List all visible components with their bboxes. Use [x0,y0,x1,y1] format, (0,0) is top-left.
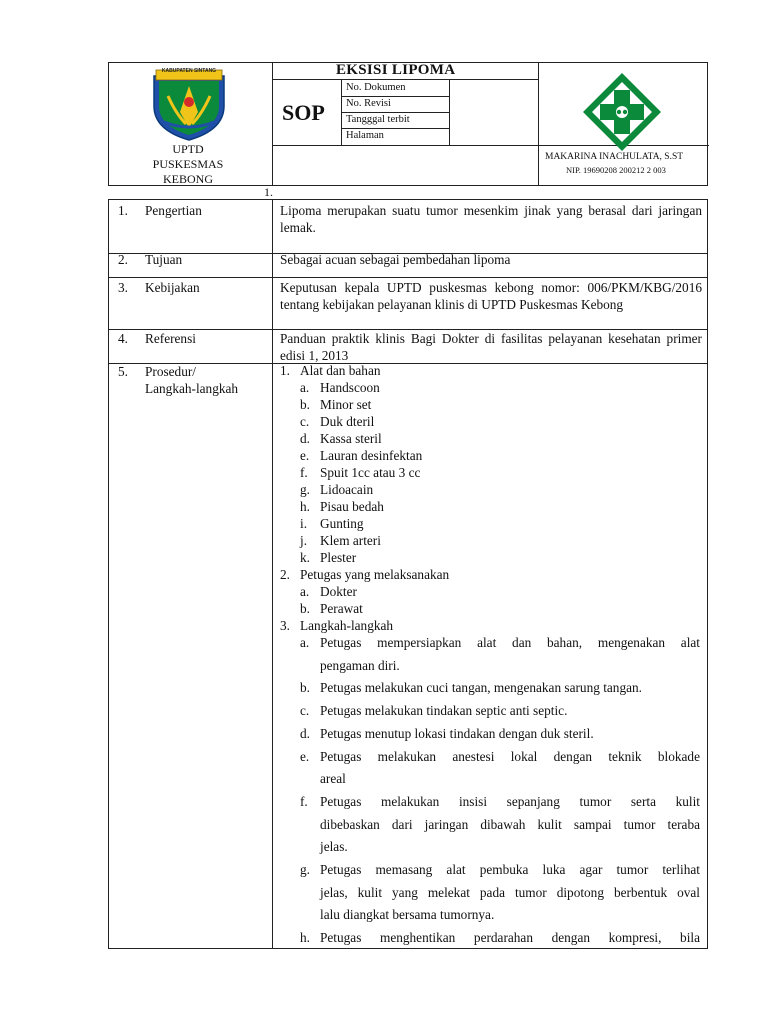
row-text-kebijakan: Keputusan kepala UPTD puskesmas kebong nomor: 006/PKM/KBG/2016 tentang kebijakan pelayanan klinis di UPTD Puskesmas Kebong [280,280,702,312]
alat-item-marker: h. [300,499,310,514]
stray-marker: 1. [264,185,273,199]
petugas-item: Perawat [320,601,363,616]
section-title-alat: Alat dan bahan [300,363,381,378]
langkah-item-line: pengaman diri. [320,657,400,673]
field-halaman: Halaman [346,130,384,141]
section-title-langkah: Langkah-langkah [300,618,394,633]
field-no-revisi: No. Revisi [346,98,391,109]
field-no-dokumen: No. Dokumen [346,82,406,93]
row-label-referensi: Referensi [145,331,196,346]
section-num-alat: 1. [280,363,290,378]
alat-item: Lauran desinfektan [320,448,423,463]
langkah-item-line: Petugas menghentikan perdarahan dengan kompresi, bila [320,930,700,946]
field-tanggal-terbit: Tangggal terbit [346,114,410,125]
langkah-item-line: Petugas melakukan insisi sepanjang tumor serta kulit [320,793,700,809]
alat-item: Kassa steril [320,431,382,446]
alat-item-marker: k. [300,550,310,565]
langkah-item-marker: a. [300,635,310,650]
alat-item-marker: a. [300,380,310,395]
alat-item: Handscoon [320,380,380,395]
langkah-item-marker: g. [300,862,310,877]
row-num-2: 2. [118,252,128,267]
district-logo [146,66,232,142]
alat-item: Plester [320,550,357,565]
row-num-4: 4. [118,331,128,346]
alat-item-marker: d. [300,431,310,446]
alat-item-marker: i. [300,516,308,531]
alat-item: Pisau bedah [320,499,384,514]
langkah-item-marker: h. [300,930,310,946]
logo-banner: KABUPATEN SINTANG [161,68,217,74]
org-line-1: UPTD [172,142,204,156]
row-text-referensi: Panduan praktik klinis Bagi Dokter di fasilitas pelayanan kesehatan primer edisi 1, 2013 [280,331,702,363]
row-label-tujuan: Tujuan [145,252,183,267]
alat-item: Minor set [320,397,372,412]
langkah-item-line: jelas, kulit yang melekat pada tumor dipotong berbentuk oval [320,884,700,900]
langkah-item-line: Petugas melakukan tindakan septic anti septic. [320,703,568,719]
row-num-5: 5. [118,364,128,379]
langkah-item-line: Petugas menutup lokasi tindakan dengan duk steril. [320,725,594,741]
langkah-item-line: dibebaskan dari jaringan dibawah kulit sampai tumor teraba [320,816,700,832]
row-num-1: 1. [118,203,128,218]
petugas-item-marker: b. [300,601,310,616]
langkah-item-line: areal [320,771,346,787]
alat-item-marker: c. [300,414,310,429]
row-text-pengertian: Lipoma merupakan suatu tumor mesenkim jinak yang berasal dari jaringan lemak. [280,203,702,235]
signer-nip: NIP. 19690208 200212 2 003 [566,165,666,175]
alat-item: Klem arteri [320,533,381,548]
langkah-item-marker: f. [300,793,308,809]
alat-item: Duk dteril [320,414,375,429]
section-num-langkah: 3. [280,618,290,633]
alat-item: Spuit 1cc atau 3 cc [320,465,421,480]
row-num-3: 3. [118,280,128,295]
row-label-pengertian: Pengertian [145,203,202,218]
langkah-item-marker: d. [300,725,310,741]
alat-item-marker: f. [300,465,308,480]
org-line-2: PUSKESMAS [152,157,224,171]
langkah-item-line: Petugas memasang alat pembuka luka agar tumor terlihat [320,862,700,877]
row-text-tujuan: Sebagai acuan sebagai pembedahan lipoma [280,252,511,267]
petugas-item-marker: a. [300,584,310,599]
langkah-item-line: Petugas mempersiapkan alat dan bahan, mengenakan alat [320,635,700,650]
langkah-item-marker: c. [300,703,310,719]
org-name [118,142,258,187]
alat-item-marker: g. [300,482,310,497]
section-title-petugas: Petugas yang melaksanakan [300,567,450,582]
langkah-item-marker: e. [300,748,310,764]
alat-item: Lidoacain [320,482,374,497]
row-label-kebijakan: Kebijakan [145,280,200,295]
row-label-prosedur-line-1: Prosedur/ [145,364,196,379]
langkah-item-line: Petugas melakukan cuci tangan, mengenakan sarung tangan. [320,680,642,696]
document-title: EKSISI LIPOMA [336,62,456,78]
alat-item: Gunting [320,516,364,531]
puskesmas-logo [580,70,664,154]
langkah-item-line: lalu diangkat bersama tumornya. [320,907,495,923]
row-label-prosedur [145,363,238,397]
alat-item-marker: e. [300,448,310,463]
langkah-item-marker: b. [300,680,310,696]
org-line-3: KEBONG [163,172,213,186]
row-label-prosedur-line-2: Langkah-langkah [145,381,239,396]
signer-name: MAKARINA INACHULATA, S.ST [545,152,684,162]
section-num-petugas: 2. [280,567,290,582]
langkah-item-line: jelas. [320,839,348,855]
petugas-item: Dokter [320,584,357,599]
alat-item-marker: j. [300,533,308,548]
langkah-item-line: Petugas melakukan anestesi lokal dengan teknik blokade [320,748,700,764]
alat-item-marker: b. [300,397,310,412]
sop-label: SOP [282,100,325,125]
